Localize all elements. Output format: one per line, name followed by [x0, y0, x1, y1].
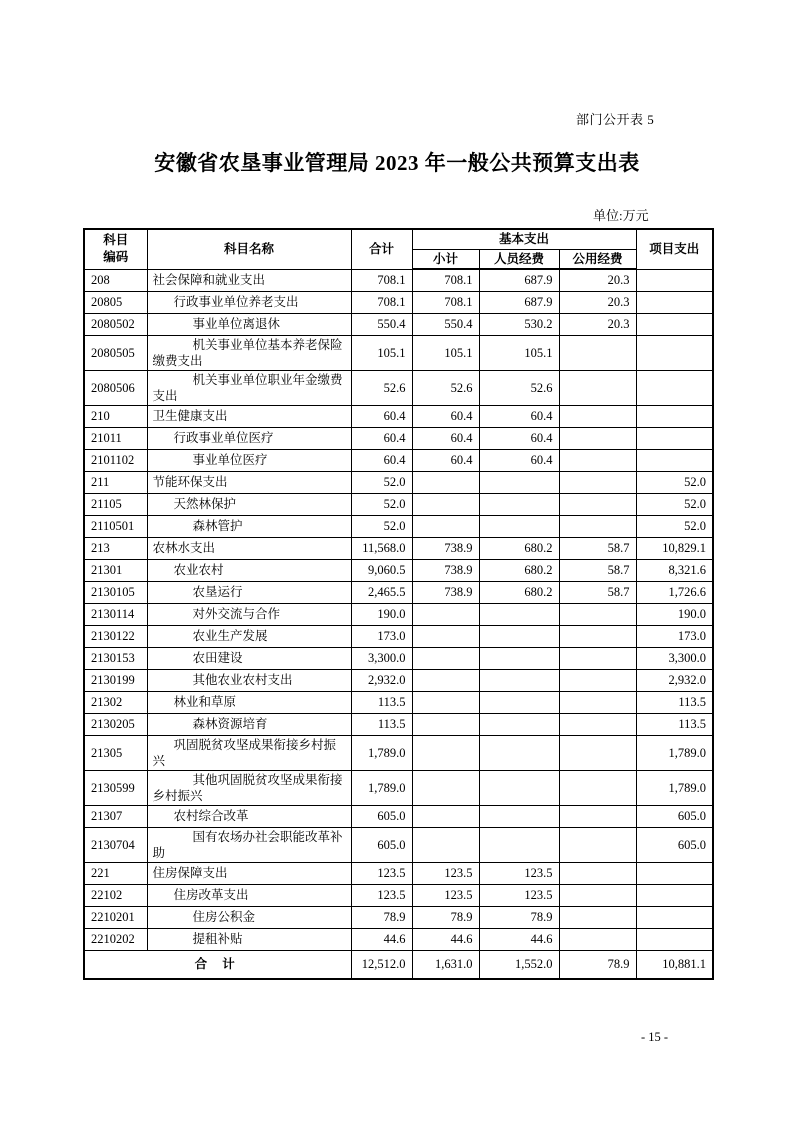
cell-total: 123.5 — [351, 862, 412, 884]
col-header-subject-name: 科目名称 — [147, 229, 351, 269]
cell-personnel-funds: 52.6 — [479, 370, 559, 405]
cell-personnel-funds: 123.5 — [479, 884, 559, 906]
cell-project-expenditure: 2,932.0 — [636, 669, 713, 691]
table-row — [84, 770, 713, 805]
cell-public-funds: 58.7 — [559, 537, 636, 559]
cell-personnel-funds: 105.1 — [479, 335, 559, 370]
cell-personnel-funds — [479, 669, 559, 691]
cell-subject-name: 机关事业单位基本养老保险缴费支出 — [147, 335, 351, 370]
cell-subject-code: 2101102 — [84, 449, 147, 471]
table-row — [84, 427, 713, 449]
cell-personnel-funds: 123.5 — [479, 862, 559, 884]
cell-project-expenditure: 8,321.6 — [636, 559, 713, 581]
cell-personnel-funds — [479, 691, 559, 713]
cell-subject-name: 国有农场办社会职能改革补助 — [147, 827, 351, 862]
cell-subject-name: 对外交流与合作 — [147, 603, 351, 625]
cell-total: 113.5 — [351, 713, 412, 735]
cell-subject-name: 其他巩固脱贫攻坚成果衔接乡村振兴 — [147, 770, 351, 805]
cell-project-expenditure: 1,726.6 — [636, 581, 713, 603]
cell-personnel-funds: 680.2 — [479, 581, 559, 603]
cell-public-funds — [559, 603, 636, 625]
cell-personnel-funds: 680.2 — [479, 537, 559, 559]
total-label: 合 计 — [84, 950, 351, 979]
cell-public-funds: 58.7 — [559, 559, 636, 581]
cell-subject-code: 21305 — [84, 735, 147, 770]
cell-public-funds — [559, 647, 636, 669]
cell-subject-name: 农村综合改革 — [147, 805, 351, 827]
table-row — [84, 493, 713, 515]
cell-public-funds — [559, 805, 636, 827]
cell-subject-code: 20805 — [84, 291, 147, 313]
cell-total: 78.9 — [351, 906, 412, 928]
cell-subject-code: 2110501 — [84, 515, 147, 537]
cell-public-funds — [559, 770, 636, 805]
cell-subject-code: 2080502 — [84, 313, 147, 335]
cell-total: 2,932.0 — [351, 669, 412, 691]
cell-subject-code: 2210202 — [84, 928, 147, 950]
cell-total: 708.1 — [351, 291, 412, 313]
cell-project-expenditure — [636, 906, 713, 928]
cell-personnel-funds: 60.4 — [479, 405, 559, 427]
table-row — [84, 805, 713, 827]
total-total: 12,512.0 — [351, 950, 412, 979]
cell-public-funds — [559, 884, 636, 906]
table-row — [84, 370, 713, 405]
cell-public-funds: 58.7 — [559, 581, 636, 603]
cell-project-expenditure: 605.0 — [636, 827, 713, 862]
cell-total: 60.4 — [351, 449, 412, 471]
table-row — [84, 669, 713, 691]
cell-subject-name: 卫生健康支出 — [147, 405, 351, 427]
cell-project-expenditure: 52.0 — [636, 515, 713, 537]
cell-subject-code: 2130122 — [84, 625, 147, 647]
cell-subject-code: 2080506 — [84, 370, 147, 405]
cell-subject-name: 巩固脱贫攻坚成果衔接乡村振兴 — [147, 735, 351, 770]
cell-subtotal — [412, 691, 479, 713]
cell-total: 173.0 — [351, 625, 412, 647]
cell-total: 123.5 — [351, 884, 412, 906]
cell-total: 60.4 — [351, 427, 412, 449]
cell-subtotal: 78.9 — [412, 906, 479, 928]
cell-project-expenditure — [636, 427, 713, 449]
unit-note: 单位:万元 — [593, 208, 649, 223]
cell-project-expenditure — [636, 269, 713, 291]
col-header-total: 合计 — [351, 229, 412, 269]
cell-subtotal — [412, 827, 479, 862]
cell-total: 52.0 — [351, 515, 412, 537]
cell-public-funds — [559, 625, 636, 647]
header-row-1 — [84, 229, 713, 249]
cell-subject-name: 林业和草原 — [147, 691, 351, 713]
cell-subject-code: 2080505 — [84, 335, 147, 370]
cell-personnel-funds — [479, 625, 559, 647]
doc-label: 部门公开表 5 — [576, 112, 655, 127]
cell-subject-name: 住房公积金 — [147, 906, 351, 928]
cell-public-funds — [559, 370, 636, 405]
table-row — [84, 581, 713, 603]
cell-personnel-funds — [479, 770, 559, 805]
cell-subject-code: 208 — [84, 269, 147, 291]
cell-total: 190.0 — [351, 603, 412, 625]
page-title: 安徽省农垦事业管理局 2023 年一般公共预算支出表 — [154, 151, 640, 175]
cell-public-funds — [559, 669, 636, 691]
cell-public-funds: 20.3 — [559, 291, 636, 313]
cell-subtotal: 738.9 — [412, 559, 479, 581]
cell-subject-name: 行政事业单位医疗 — [147, 427, 351, 449]
cell-subject-code: 213 — [84, 537, 147, 559]
cell-subject-code: 2130704 — [84, 827, 147, 862]
cell-subject-code: 2130114 — [84, 603, 147, 625]
cell-project-expenditure — [636, 335, 713, 370]
cell-total: 3,300.0 — [351, 647, 412, 669]
table-row — [84, 647, 713, 669]
cell-subject-code: 2130199 — [84, 669, 147, 691]
cell-subject-name: 农业农村 — [147, 559, 351, 581]
cell-subject-name: 农垦运行 — [147, 581, 351, 603]
cell-project-expenditure — [636, 291, 713, 313]
cell-total: 2,465.5 — [351, 581, 412, 603]
cell-personnel-funds: 687.9 — [479, 269, 559, 291]
cell-subtotal — [412, 493, 479, 515]
cell-public-funds — [559, 827, 636, 862]
cell-public-funds — [559, 713, 636, 735]
table-row — [84, 291, 713, 313]
cell-total: 1,789.0 — [351, 770, 412, 805]
cell-public-funds — [559, 471, 636, 493]
table-row — [84, 691, 713, 713]
cell-subject-name: 森林资源培育 — [147, 713, 351, 735]
cell-subject-name: 天然林保护 — [147, 493, 351, 515]
cell-total: 708.1 — [351, 269, 412, 291]
cell-subtotal: 123.5 — [412, 862, 479, 884]
col-header-basic-expenditure: 基本支出 — [412, 229, 636, 249]
col-header-subject-code — [84, 229, 147, 269]
cell-public-funds — [559, 862, 636, 884]
col-header-subject-code-line1: 科目 — [103, 233, 129, 248]
cell-subtotal — [412, 735, 479, 770]
cell-subject-name: 农田建设 — [147, 647, 351, 669]
cell-subtotal: 52.6 — [412, 370, 479, 405]
cell-personnel-funds — [479, 827, 559, 862]
cell-subject-name: 森林管护 — [147, 515, 351, 537]
table-row — [84, 827, 713, 862]
cell-total: 52.6 — [351, 370, 412, 405]
cell-personnel-funds: 680.2 — [479, 559, 559, 581]
table-row — [84, 515, 713, 537]
cell-subtotal — [412, 603, 479, 625]
cell-subtotal — [412, 770, 479, 805]
cell-subtotal — [412, 713, 479, 735]
table-row — [84, 405, 713, 427]
cell-subtotal: 105.1 — [412, 335, 479, 370]
cell-project-expenditure — [636, 884, 713, 906]
cell-personnel-funds: 60.4 — [479, 427, 559, 449]
table-body — [84, 269, 713, 979]
cell-subtotal — [412, 515, 479, 537]
cell-project-expenditure — [636, 370, 713, 405]
cell-total: 9,060.5 — [351, 559, 412, 581]
cell-subtotal: 738.9 — [412, 537, 479, 559]
table-row — [84, 625, 713, 647]
cell-public-funds — [559, 449, 636, 471]
table-row — [84, 269, 713, 291]
cell-subtotal: 123.5 — [412, 884, 479, 906]
cell-project-expenditure: 605.0 — [636, 805, 713, 827]
cell-subject-code: 2130205 — [84, 713, 147, 735]
table-row — [84, 713, 713, 735]
cell-subject-name: 机关事业单位职业年金缴费支出 — [147, 370, 351, 405]
cell-total: 52.0 — [351, 471, 412, 493]
cell-subject-code: 211 — [84, 471, 147, 493]
total-public: 78.9 — [559, 950, 636, 979]
cell-project-expenditure: 173.0 — [636, 625, 713, 647]
cell-public-funds — [559, 427, 636, 449]
cell-total: 1,789.0 — [351, 735, 412, 770]
cell-public-funds — [559, 906, 636, 928]
cell-project-expenditure: 10,829.1 — [636, 537, 713, 559]
cell-subject-code: 2130153 — [84, 647, 147, 669]
total-project: 10,881.1 — [636, 950, 713, 979]
table-row — [84, 449, 713, 471]
cell-subject-name: 节能环保支出 — [147, 471, 351, 493]
table-row — [84, 884, 713, 906]
cell-subject-code: 21301 — [84, 559, 147, 581]
col-header-project-expenditure: 项目支出 — [636, 229, 713, 269]
cell-personnel-funds: 530.2 — [479, 313, 559, 335]
cell-project-expenditure: 52.0 — [636, 471, 713, 493]
cell-subtotal: 708.1 — [412, 291, 479, 313]
cell-subject-code: 210 — [84, 405, 147, 427]
cell-total: 605.0 — [351, 805, 412, 827]
cell-personnel-funds — [479, 713, 559, 735]
page-number: - 15 - — [641, 1030, 669, 1044]
cell-total: 550.4 — [351, 313, 412, 335]
cell-subject-code: 2130599 — [84, 770, 147, 805]
cell-public-funds: 20.3 — [559, 269, 636, 291]
cell-subtotal: 60.4 — [412, 427, 479, 449]
table-row — [84, 603, 713, 625]
table-total-row — [84, 950, 713, 979]
cell-public-funds: 20.3 — [559, 313, 636, 335]
cell-subject-name: 事业单位离退休 — [147, 313, 351, 335]
cell-subtotal — [412, 471, 479, 493]
cell-personnel-funds — [479, 515, 559, 537]
cell-project-expenditure: 3,300.0 — [636, 647, 713, 669]
table-row — [84, 906, 713, 928]
cell-subject-code: 221 — [84, 862, 147, 884]
cell-subtotal — [412, 647, 479, 669]
table-row — [84, 735, 713, 770]
cell-public-funds — [559, 735, 636, 770]
cell-subtotal: 44.6 — [412, 928, 479, 950]
cell-subject-code: 2130105 — [84, 581, 147, 603]
cell-personnel-funds — [479, 471, 559, 493]
col-header-subtotal: 小计 — [412, 249, 479, 269]
cell-subject-name: 其他农业农村支出 — [147, 669, 351, 691]
cell-project-expenditure — [636, 449, 713, 471]
cell-project-expenditure — [636, 405, 713, 427]
cell-subject-code: 2210201 — [84, 906, 147, 928]
cell-total: 60.4 — [351, 405, 412, 427]
cell-subtotal: 60.4 — [412, 449, 479, 471]
cell-public-funds — [559, 691, 636, 713]
cell-project-expenditure: 190.0 — [636, 603, 713, 625]
cell-subject-name: 事业单位医疗 — [147, 449, 351, 471]
cell-subject-name: 农林水支出 — [147, 537, 351, 559]
cell-subject-code: 21302 — [84, 691, 147, 713]
cell-subject-name: 社会保障和就业支出 — [147, 269, 351, 291]
cell-subject-code: 21105 — [84, 493, 147, 515]
cell-subtotal: 60.4 — [412, 405, 479, 427]
cell-personnel-funds — [479, 805, 559, 827]
cell-public-funds — [559, 335, 636, 370]
cell-subtotal — [412, 669, 479, 691]
table-row — [84, 335, 713, 370]
cell-subtotal: 738.9 — [412, 581, 479, 603]
budget-table — [83, 228, 714, 980]
col-header-public-funds: 公用经费 — [559, 249, 636, 269]
cell-personnel-funds — [479, 647, 559, 669]
cell-personnel-funds — [479, 603, 559, 625]
table-row — [84, 313, 713, 335]
cell-project-expenditure — [636, 313, 713, 335]
cell-subtotal: 550.4 — [412, 313, 479, 335]
table-header — [84, 229, 713, 269]
cell-project-expenditure — [636, 928, 713, 950]
cell-subject-name: 住房保障支出 — [147, 862, 351, 884]
cell-subtotal: 708.1 — [412, 269, 479, 291]
cell-public-funds — [559, 493, 636, 515]
cell-total: 52.0 — [351, 493, 412, 515]
cell-subtotal — [412, 805, 479, 827]
col-header-personnel-funds: 人员经费 — [479, 249, 559, 269]
table-row — [84, 471, 713, 493]
total-personnel: 1,552.0 — [479, 950, 559, 979]
cell-subject-name: 农业生产发展 — [147, 625, 351, 647]
cell-total: 11,568.0 — [351, 537, 412, 559]
cell-public-funds — [559, 928, 636, 950]
cell-personnel-funds — [479, 493, 559, 515]
cell-total: 113.5 — [351, 691, 412, 713]
cell-public-funds — [559, 405, 636, 427]
cell-personnel-funds: 687.9 — [479, 291, 559, 313]
cell-subtotal — [412, 625, 479, 647]
cell-subject-code: 22102 — [84, 884, 147, 906]
col-header-subject-code-line2: 编码 — [103, 250, 129, 265]
cell-total: 105.1 — [351, 335, 412, 370]
cell-total: 605.0 — [351, 827, 412, 862]
cell-personnel-funds — [479, 735, 559, 770]
cell-project-expenditure: 52.0 — [636, 493, 713, 515]
table-row — [84, 537, 713, 559]
cell-personnel-funds: 44.6 — [479, 928, 559, 950]
cell-public-funds — [559, 515, 636, 537]
table-row — [84, 559, 713, 581]
cell-subject-name: 行政事业单位养老支出 — [147, 291, 351, 313]
cell-project-expenditure: 1,789.0 — [636, 735, 713, 770]
table-row — [84, 862, 713, 884]
cell-personnel-funds: 78.9 — [479, 906, 559, 928]
cell-subject-code: 21011 — [84, 427, 147, 449]
cell-project-expenditure: 113.5 — [636, 691, 713, 713]
table-row — [84, 928, 713, 950]
cell-project-expenditure: 113.5 — [636, 713, 713, 735]
cell-personnel-funds: 60.4 — [479, 449, 559, 471]
total-subtotal: 1,631.0 — [412, 950, 479, 979]
cell-subject-code: 21307 — [84, 805, 147, 827]
cell-project-expenditure — [636, 862, 713, 884]
cell-project-expenditure: 1,789.0 — [636, 770, 713, 805]
cell-subject-name: 住房改革支出 — [147, 884, 351, 906]
cell-subject-name: 提租补贴 — [147, 928, 351, 950]
cell-total: 44.6 — [351, 928, 412, 950]
